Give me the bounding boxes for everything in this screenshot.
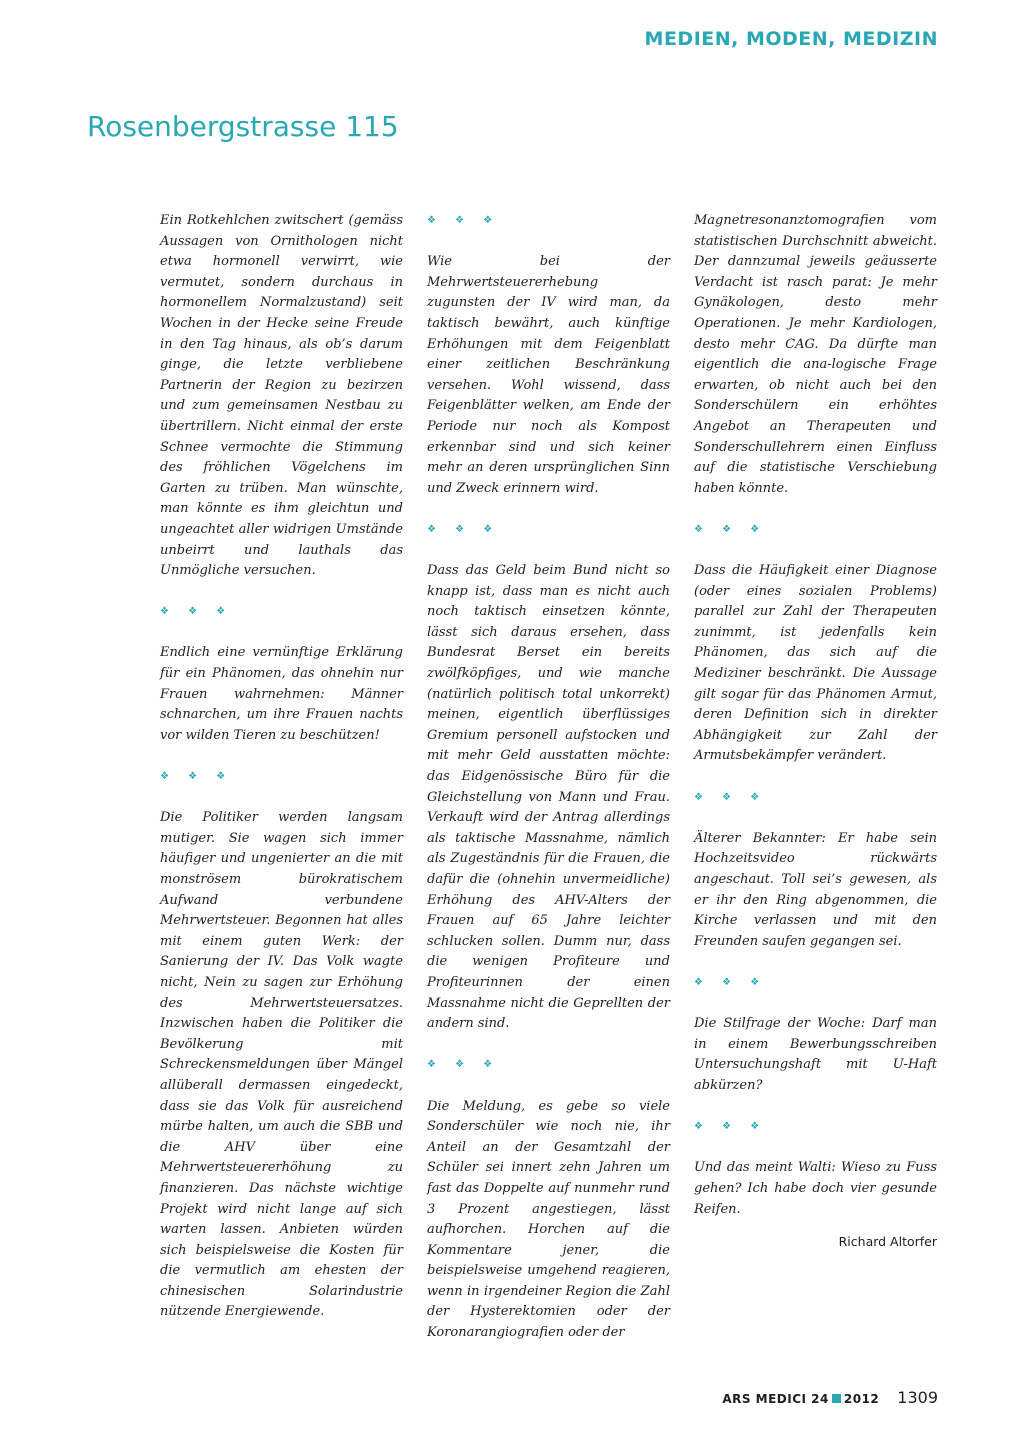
separator-ornament: ❖ ❖ ❖ bbox=[427, 1059, 501, 1071]
paragraph: Die Stilfrage der Woche: Darf man in einem Bewerbungsschreiben Untersuchungshaft mit U-Haft abkürzen? bbox=[694, 1016, 937, 1093]
journal-year: 2012 bbox=[843, 1392, 880, 1406]
page-footer bbox=[722, 1388, 938, 1407]
section-header: MEDIEN, MODEN, MEDIZIN bbox=[644, 28, 938, 50]
paragraph: Wie bei der Mehrwertsteuererhebung zugunsten der IV wird man, da taktisch bewährt, auch künftige Erhöhungen mit dem Feigenblatt einer zeitlichen Beschränkung versehen. Wohl wissend, dass Feigenblätter welken, am Ende der Periode nur noch als Kompost erkennbar sind und sich keiner mehr an deren ursprünglichen Sinn und Zweck erinnern wird. bbox=[427, 254, 670, 496]
paragraph: Endlich eine vernünftige Erklärung für ein Phänomen, das ohnehin nur Frauen wahrnehmen: Männer schnarchen, um ihre Frauen nachts vor wilden Tieren zu beschützen! bbox=[160, 645, 403, 743]
author-name: Richard Altorfer bbox=[838, 1234, 937, 1250]
separator-ornament: ❖ ❖ ❖ bbox=[694, 976, 768, 988]
paragraph: Älterer Bekannter: Er habe sein Hochzeitsvideo rückwärts angeschaut. Toll sei’s gewesen, als er ihr den Ring abgenommen, die Kirche verlassen und mit den Freunden saufen gegangen sei. bbox=[694, 830, 937, 949]
paragraph: Und das meint Walti: Wieso zu Fuss gehen? Ich habe doch vier gesunde Reifen. bbox=[694, 1160, 937, 1217]
page-number: 1309 bbox=[897, 1388, 938, 1407]
separator-ornament: ❖ ❖ ❖ bbox=[160, 606, 234, 618]
square-bullet-icon bbox=[832, 1394, 841, 1403]
column-3 bbox=[694, 211, 937, 1253]
column-1 bbox=[160, 211, 403, 1323]
paragraph: Ein Rotkehlchen zwitschert (gemäss Aussagen von Ornithologen nicht etwa hormonell verwirrt, wie vermutet, sondern durchaus in hormonellem Normalzustand) seit Wochen in der Hecke seine Freude in den Tag hinaus, als ob’s darum ginge, die letzte verbliebene Partnerin der Region zu bezirzen und zum gemeinsamen Nestbau zu übertrillern. Nicht einmal der erste Schnee vermochte die Stimmung des fröhlichen Vögelchens im Garten zu trüben. Man wünschte, man könnte es ihm gleichtun und ungeachtet aller widrigen Umstände unbeirrt und lauthals das Unmögliche versuchen. bbox=[160, 213, 403, 579]
paragraph: Die Meldung, es gebe so viele Sonderschüler wie noch nie, ihr Anteil an der Gesamtzahl der Schüler sei innert zehn Jahren um fast das Doppelte auf nunmehr rund 3 Prozent angestiegen, lässt aufhorchen. Horchen auf die Kommentare jener, die beispielsweise umgehend reagieren, wenn in irgendeiner Region die Zahl der Hysterektomien oder der Koronarangiografien oder der bbox=[427, 1098, 670, 1341]
separator-ornament: ❖ ❖ ❖ bbox=[160, 771, 234, 783]
paragraph: Die Politiker werden langsam mutiger. Sie wagen sich immer häufiger und ungenierter an die mit monströsem bürokratischem Aufwand verbundene Mehrwertsteuer. Begonnen hat alles mit einem guten Werk: der Sanierung der IV. Das Volk wagte nicht, Nein zu sagen zur Erhöhung des Mehrwertsteuersatzes. Inzwischen haben die Politiker die Bevölkerung mit Schreckensmeldungen über Mängel allüberall dermassen eingedeckt, dass sie das Volk für ausreichend mürbe halten, um auch die SBB und die AHV über eine Mehrwertsteuererhöhung zu finanzieren. Das nächste wichtige Projekt wird nicht lange auf sich warten lassen. Anbieten würden sich beispielsweise die Kosten für die vermutlich am ehesten der chinesischen Solarindustrie nützende Energiewende. bbox=[160, 810, 403, 1320]
separator-ornament: ❖ ❖ ❖ bbox=[694, 523, 768, 535]
journal-name: ARS MEDICI 24 bbox=[722, 1392, 829, 1406]
paragraph: Magnetresonanztomografien vom statistischen Durchschnitt abweicht. Der dannzumal jeweils geäusserte Verdacht ist rasch parat: Je mehr Gynäkologen, desto mehr Operationen. Je mehr Kardiologen, desto mehr CAG. Da dürfte man eigentlich die ana-logische Frage erwarten, ob nicht auch bei den Sonderschülern ein erhöhtes Angebot an Therapeuten und Sonderschullehrern einen Einfluss auf die statistische Verschiebung haben könnte. bbox=[694, 213, 937, 496]
paragraph: Dass das Geld beim Bund nicht so knapp ist, dass man es nicht auch noch taktisch einsetzen könnte, lässt sich daraus ersehen, dass Bundesrat Berset ein bereits zwölfköpfiges, und wie manche (natürlich politisch total unkorrekt) meinen, eigentlich überflüssiges Gremium personell aufstocken und mit mehr Geld ausstatten möchte: das Eidgenössische Büro für die Gleichstellung von Mann und Frau. Verkauft wird der Antrag allerdings als taktische Massnahme, nämlich als Zugeständnis für die Frauen, die dafür die (ohnehin unvermeidliche) Erhöhung des AHV-Alters der Frauen auf 65 Jahre leichter schlucken sollen. Dumm nur, dass die wenigen Profiteure und Profiteurinnen der einen Massnahme nicht die Geprellten der andern sind. bbox=[427, 563, 670, 1032]
separator-ornament: ❖ ❖ ❖ bbox=[694, 791, 768, 803]
article-title: Rosenbergstrasse 115 bbox=[87, 110, 399, 143]
separator-ornament: ❖ ❖ ❖ bbox=[427, 215, 501, 226]
separator-ornament: ❖ ❖ ❖ bbox=[694, 1121, 768, 1133]
separator-ornament: ❖ ❖ ❖ bbox=[427, 523, 501, 535]
paragraph: Dass die Häufigkeit einer Diagnose (oder eines sozialen Problems) parallel zur Zahl der Therapeuten zunimmt, ist jedenfalls kein Phänomen, das sich auf die Mediziner beschränkt. Die Aussage gilt sogar für das Phänomen Armut, deren Definition sich in direkter Abhängigkeit zur Zahl der Armutsbekämpfer verändert. bbox=[694, 563, 937, 764]
column-2 bbox=[427, 211, 670, 1344]
